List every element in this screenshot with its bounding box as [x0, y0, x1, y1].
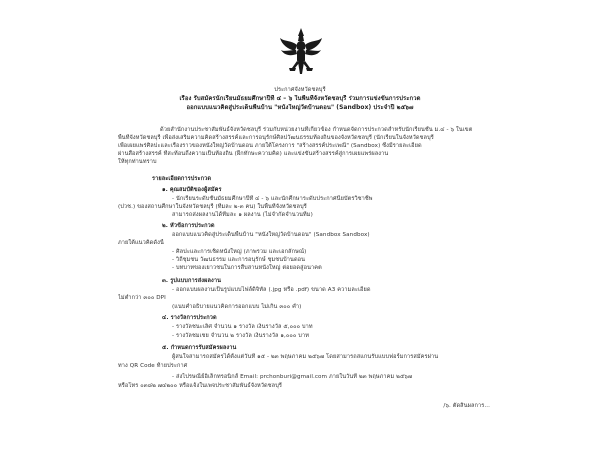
section-line: - นักเรียนระดับชั้นมัธยมศึกษาปีที่ ๔ - ๖ และนักศึกษาระดับประกาศนียบัตรวิชาชีพ: [172, 196, 373, 202]
section-line: ออกแบบแนวคิดสู่ประเด็นพื้นบ้าน "หนังใหญ่วัดบ้านดอน" (Sandbox Sandbox): [172, 232, 370, 238]
section-line: - ศิลปะและการเชิดหนังใหญ่ (ภาพรวม และเอกลักษณ์): [172, 249, 307, 255]
page-continuation: /๖. ตัดสินผลการ...: [443, 403, 490, 409]
section-line: ผู้สนใจสามารถสมัครได้ตั้งแต่วันที่ ๑๕ - ๒๓ พฤษภาคม ๒๕๖๗ โดยสามารถสแกนรับแบบฟอร์มการสมัครผ่าน: [172, 354, 439, 360]
section-line: (แนบคำอธิบายแนวคิดการออกแบบ ไม่เกิน ๓๐๐ คำ): [172, 304, 302, 310]
intro-line: ด้วยสำนักงานประชาสัมพันธ์จังหวัดชลบุรี ร่วมกับหน่วยงานที่เกี่ยวข้อง กำหนดจัดการประกวดสำหรับนักเรียนชั้น ม.๔ - ๖ ในเขต: [160, 127, 473, 133]
section-heading: ๓. รูปแบบการส่งผลงาน: [162, 278, 222, 284]
section-line: - บทบาทของเยาวชนในการสืบสานหนังใหญ่ ต่อยอดสู่อนาคต: [172, 265, 322, 271]
section-line: - รางวัลชนะเลิศ จำนวน ๑ รางวัล เงินรางวัล ๕,๐๐๐ บาท: [172, 324, 313, 330]
section-heading: ๒. หัวข้อการประกวด: [162, 223, 215, 229]
section-heading: ๔. รางวัลการประกวด: [162, 315, 217, 321]
section-heading: ๑. คุณสมบัติของผู้สมัคร: [162, 187, 222, 193]
section-line: (ปวช.) ของสถานศึกษาในจังหวัดชลบุรี (ทีมละ ๒-๓ คน) ในพื้นที่จังหวัดชลบุรี: [118, 204, 307, 210]
section-line: - รางวัลชมเชย จำนวน ๒ รางวัล เงินรางวัล ๑,๐๐๐ บาท: [172, 333, 309, 339]
details-heading: รายละเอียดการประกวด: [152, 176, 212, 182]
section-line: - วิถีชุมชน วัฒนธรรม และการอนุรักษ์ ชุมชนบ้านดอน: [172, 257, 306, 263]
intro-line: ผ่านสื่อสร้างสรรค์ ที่สะท้อนถึงความเป็นท้องถิ่น (ฝึกทักษะความคิด) และแข่งขันสร้างสรรค์สู่การเผยแพร่ผลงาน: [118, 151, 389, 157]
announcement-subject: เรื่อง รับสมัครนักเรียนมัธยมศึกษาปีที่ ๔ – ๖ ในพื้นที่จังหวัดชลบุรี ร่วมการแข่งขันการประกวด: [179, 96, 421, 102]
announcement-from: ประกาศจังหวัดชลบุรี: [274, 87, 326, 93]
section-heading: ๕. กำหนดการรับสมัครผลงาน: [162, 345, 237, 351]
section-line: ภายใต้แนวคิดดังนี้: [118, 240, 164, 246]
announcement-subject-continued: ออกแบบแนวคิดสู่ประเด็นพื้นบ้าน "หนังใหญ่วัดบ้านดอน" (Sandbox) ประจำปี ๒๕๖๗: [186, 105, 414, 111]
intro-line: เพื่อเผยแพร่ศิลปะและเรื่องราวของหนังใหญ่วัดบ้านดอน ภายใต้โครงการ "สร้างสรรค์ประเพณี" (Sandbox) ซึ่งมีรายละเอียด: [118, 143, 422, 149]
intro-line: ให้ทุกท่านทราบ: [118, 159, 157, 165]
section-line: ทาง QR Code ท้ายประกาศ: [118, 363, 188, 369]
section-line: - ออกแบบผลงานเป็นรูปแบบไฟล์ดิจิทัล (.jpg หรือ .pdf) ขนาด A3 ความละเอียด: [172, 287, 371, 293]
intro-line: พื้นที่จังหวัดชลบุรี เพื่อส่งเสริมความคิดสร้างสรรค์และการอนุรักษ์ศิลปวัฒนธรรมท้องถิ่นของจังหวัดชลบุรี (นักเรียนในจังหวัดชลบุรี: [118, 135, 434, 141]
section-line: สามารถส่งผลงานได้ทีมละ ๑ ผลงาน (ไม่จำกัดจำนวนทีม): [172, 212, 313, 218]
garuda-emblem-icon: [279, 28, 323, 76]
section-line: หรือโทร ๐๓๘๒ ๗๔๒๐๐ หรือแจ้งในเพจประชาสัมพันธ์จังหวัดชลบุรี: [118, 383, 282, 389]
section-line: ไม่ต่ำกว่า ๓๐๐ DPI: [118, 295, 166, 301]
section-line: - ส่งไปรษณีย์อิเล็กทรอนิกส์ Email: prchonburi@gmail.com ภายในวันที่ ๒๓ พฤษภาคม ๒๕๖๗: [172, 374, 413, 380]
